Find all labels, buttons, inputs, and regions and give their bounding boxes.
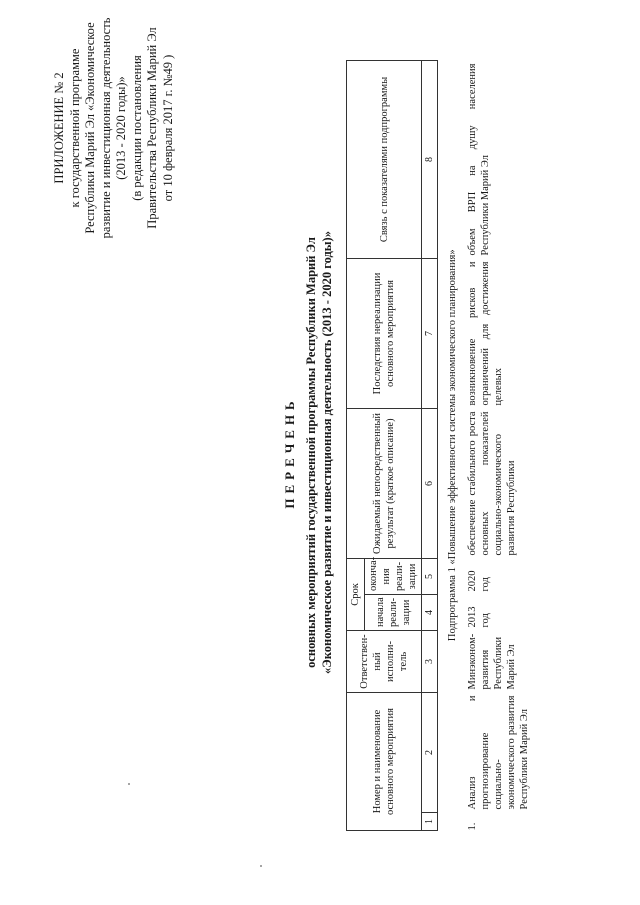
column-number: 7	[422, 258, 438, 408]
row-end: 2020 год	[467, 570, 491, 592]
row-measure-name: Анализ и прогнозирование социально-экономического развития Республики Марий Эл	[467, 695, 530, 810]
row-result: обеспечение стабильного роста основных показателей социально-экономического развития Республики	[467, 411, 517, 556]
row-executor: Минэконом-развития Республики Марий Эл	[467, 633, 517, 690]
appendix-line: (2013 - 2020 годы)»	[114, 76, 128, 180]
appendix-line: к государственной программе	[67, 48, 82, 208]
scan-speck	[128, 783, 130, 785]
appendix-line: от 10 февраля 2017 г. №49 )	[160, 54, 175, 202]
header-end: оконча-ния реали-зации	[365, 558, 422, 594]
column-number: 2	[422, 693, 438, 813]
header-link: Связь с показателями подпрограммы	[347, 60, 422, 258]
document-title: ПЕРЕЧЕНЬ	[282, 396, 297, 509]
subtitle-line: основных мероприятий государственной программы Республики Марий Эл	[304, 237, 318, 668]
row-number: 1.	[467, 822, 478, 831]
header-start: начала реали-зации	[365, 595, 422, 631]
row-link: объем ВРП на душу населения Республики Марий Эл	[467, 63, 491, 256]
column-number: 1	[422, 813, 438, 831]
subtitle-line: «Экономическое развитие и инвестиционная деятельность (2013 - 2020 годы)»	[319, 231, 334, 674]
appendix-header	[52, 13, 176, 243]
header-number-name: Номер и наименование основного мероприятия	[347, 693, 422, 831]
row-consequence: возникновение рисков и ограничений для достижения целевых	[467, 261, 504, 406]
column-number: 4	[422, 595, 438, 631]
column-number: 3	[422, 631, 438, 693]
measures-table	[346, 60, 532, 831]
column-number: 5	[422, 558, 438, 594]
column-number: 8	[422, 60, 438, 258]
appendix-line: (в редакции постановления	[129, 55, 144, 201]
document-subtitle	[304, 0, 335, 905]
header-result: Ожидаемый непосредственный результат (краткое описание)	[347, 408, 422, 558]
header-consequence: Последствия нереализации основного мероприятия	[347, 258, 422, 408]
header-row	[347, 60, 365, 830]
header-term: Срок	[347, 558, 365, 630]
subprogram-title: Подпрограмма 1 «Повышение эффективности системы экономического планирования»	[447, 249, 458, 642]
appendix-line: Правительства Республики Марий Эл	[145, 27, 159, 229]
scan-speck	[260, 865, 262, 867]
table-row	[465, 60, 532, 830]
appendix-line: Республики Марий Эл «Экономическое	[83, 22, 97, 234]
header-executor: Ответствен-ный исполни-тель	[347, 631, 422, 693]
appendix-line: развитие и инвестиционная деятельность	[98, 17, 113, 239]
row-start: 2013 год	[467, 606, 491, 628]
column-number-row	[422, 60, 438, 830]
subprogram-row	[438, 60, 466, 830]
appendix-line: ПРИЛОЖЕНИЕ № 2	[52, 72, 66, 184]
column-number: 6	[422, 408, 438, 558]
